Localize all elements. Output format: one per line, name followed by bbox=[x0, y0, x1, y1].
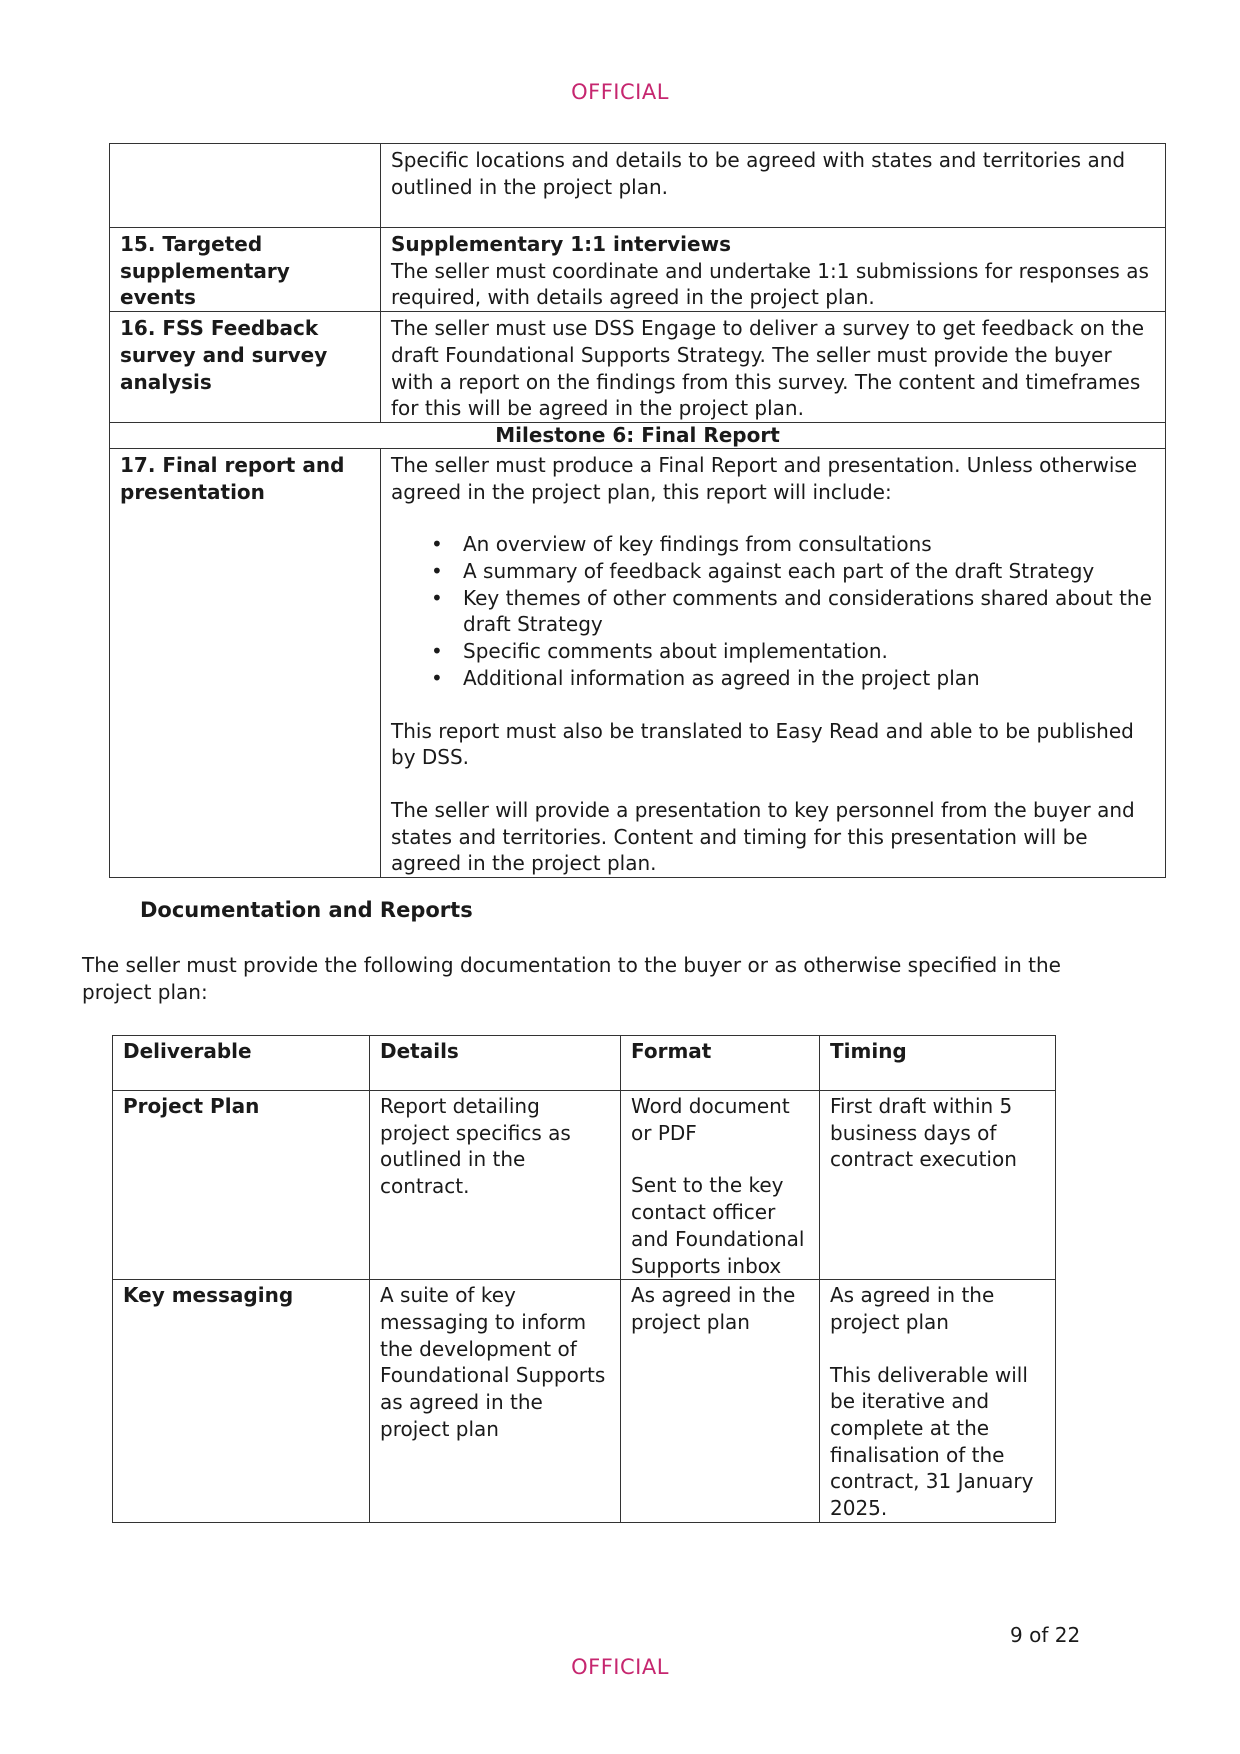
list-item: • Key themes of other comments and considerations shared about the draft Strategy bbox=[463, 585, 1155, 638]
row-text: The seller must use DSS Engage to deliver a survey to get feedback on the draft Foundational Supports Strategy. The seller must provide the buyer with a report on the findings from this survey. The content and timeframes for this will be agreed in the project plan. bbox=[381, 312, 1166, 423]
row-label: 15. Targeted supplementary events bbox=[110, 228, 381, 312]
section-heading: Documentation and Reports bbox=[140, 898, 473, 922]
format-text: Sent to the key contact officer and Foundational Supports inbox bbox=[631, 1173, 805, 1278]
column-header: Format bbox=[621, 1036, 820, 1091]
row-text: Specific locations and details to be agreed with states and territories and outlined in the project plan. bbox=[381, 144, 1166, 228]
deliverables-table bbox=[112, 1035, 1056, 1523]
format-cell bbox=[621, 1091, 820, 1280]
classification-footer: OFFICIAL bbox=[571, 1655, 669, 1679]
format-text: Word document or PDF bbox=[631, 1094, 790, 1145]
timing-text: As agreed in the project plan bbox=[830, 1283, 995, 1334]
list-item: • Additional information as agreed in the project plan bbox=[463, 665, 1155, 692]
row-label: 16. FSS Feedback survey and survey analysis bbox=[110, 312, 381, 423]
row-text: The seller must coordinate and undertake 1:1 submissions for responses as required, with details agreed in the project plan. bbox=[391, 258, 1149, 310]
column-header: Timing bbox=[820, 1036, 1056, 1091]
table-row bbox=[110, 144, 1166, 228]
timing-text: First draft within 5 business days of contract execution bbox=[830, 1094, 1017, 1172]
timing-cell bbox=[820, 1280, 1056, 1523]
table-row bbox=[110, 228, 1166, 312]
table-row bbox=[110, 312, 1166, 423]
row-title: Supplementary 1:1 interviews bbox=[391, 232, 731, 256]
milestone-heading: Milestone 6: Final Report bbox=[110, 422, 1166, 448]
row-content bbox=[381, 228, 1166, 312]
timing-cell bbox=[820, 1091, 1056, 1280]
bullet-list bbox=[391, 531, 1155, 691]
row-paragraph: The seller will provide a presentation to key personnel from the buyer and states and territories. Content and timing for this presentation will be agreed in the project plan. bbox=[391, 797, 1135, 876]
row-content bbox=[381, 448, 1166, 877]
list-item: • A summary of feedback against each part of the draft Strategy bbox=[463, 558, 1155, 585]
deliverable-cell: Project Plan bbox=[113, 1091, 370, 1280]
table-header-row bbox=[113, 1036, 1056, 1091]
section-intro: The seller must provide the following documentation to the buyer or as otherwise specified in the project plan: bbox=[82, 953, 1061, 1004]
row-intro: The seller must produce a Final Report and presentation. Unless otherwise agreed in the project plan, this report will include: bbox=[391, 452, 1138, 504]
requirements-table bbox=[109, 143, 1166, 878]
table-row bbox=[110, 422, 1166, 448]
row-label-empty bbox=[110, 144, 381, 228]
deliverable-cell: Key messaging bbox=[113, 1280, 370, 1523]
row-paragraph: This report must also be translated to Easy Read and able to be published by DSS. bbox=[391, 718, 1134, 770]
table-row bbox=[113, 1280, 1056, 1523]
row-label: 17. Final report and presentation bbox=[110, 448, 381, 877]
classification-header: OFFICIAL bbox=[571, 80, 669, 104]
format-text: As agreed in the project plan bbox=[631, 1283, 796, 1334]
details-cell: Report detailing project specifics as outlined in the contract. bbox=[370, 1091, 621, 1280]
column-header: Details bbox=[370, 1036, 621, 1091]
table-row bbox=[110, 448, 1166, 877]
timing-text: This deliverable will be iterative and complete at the finalisation of the contract, 31 January 2025. bbox=[830, 1362, 1034, 1521]
format-cell bbox=[621, 1280, 820, 1523]
column-header: Deliverable bbox=[113, 1036, 370, 1091]
details-cell: A suite of key messaging to inform the development of Foundational Supports as agreed in the project plan bbox=[370, 1280, 621, 1523]
list-item: • An overview of key findings from consultations bbox=[463, 531, 1155, 558]
page-number: 9 of 22 bbox=[1010, 1623, 1081, 1647]
table-row bbox=[113, 1091, 1056, 1280]
list-item: • Specific comments about implementation. bbox=[463, 638, 1155, 665]
